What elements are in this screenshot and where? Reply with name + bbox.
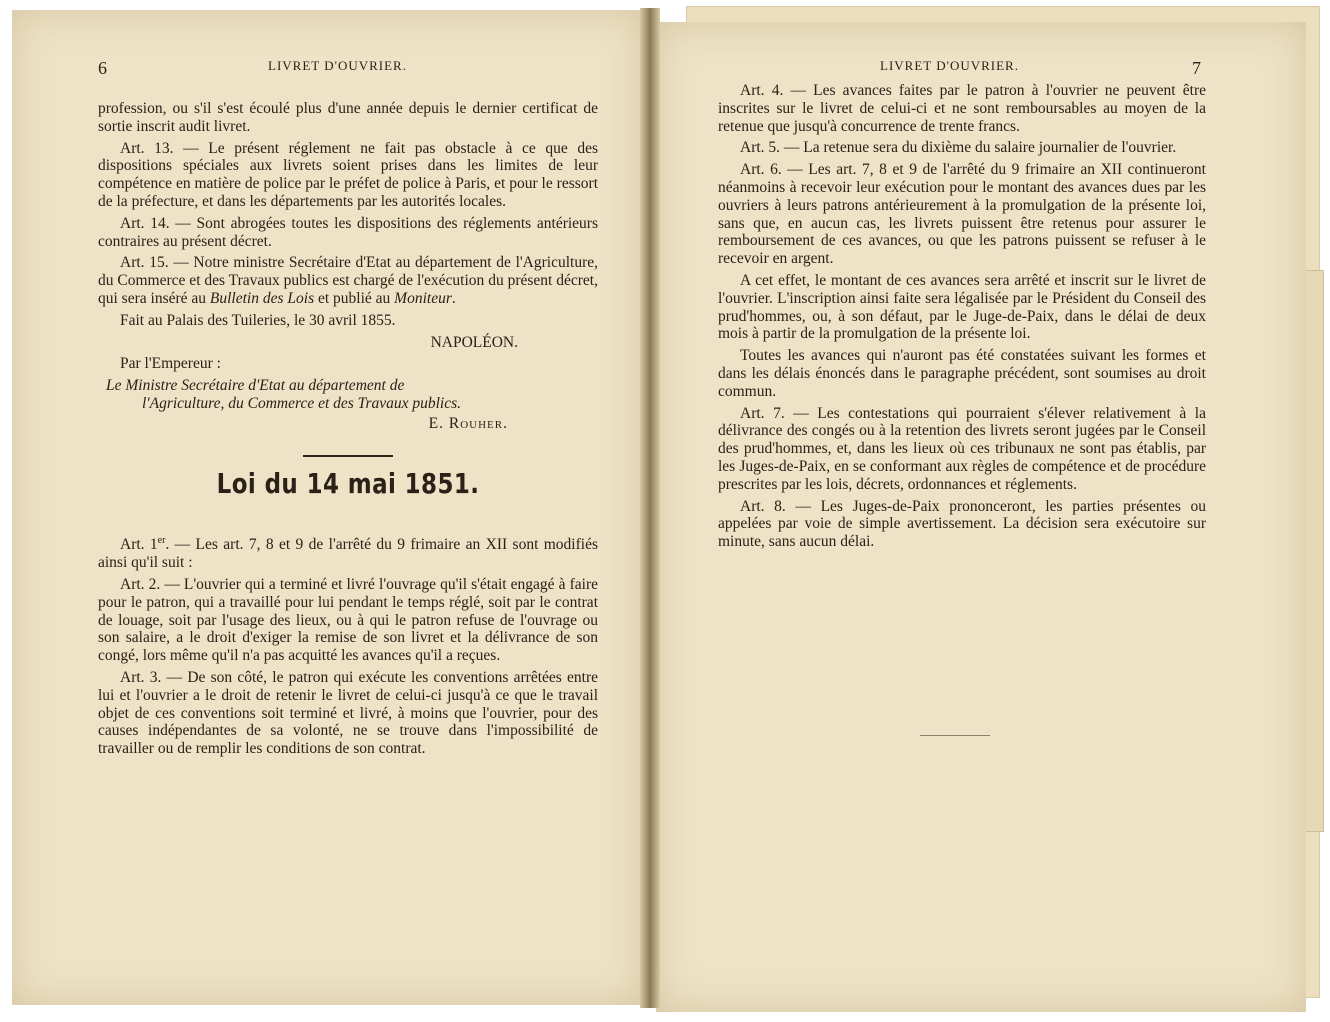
article-1-label: Art. 1 [120,536,158,554]
show-through-rule [920,735,990,736]
right-page-number: 7 [1192,58,1201,78]
minister-line-2: l'Agriculture, du Commerce et des Travaux publics. [142,394,462,412]
minister-title [98,377,598,413]
article-15-text: Art. 15. — Notre ministre Secrétaire d'Etat au département de l'Agriculture, du Commerce et des Travaux publics est chargé de l'exécution du présent décret, qui sera inséré au [98,254,598,307]
left-text-column [98,100,598,762]
signature-rouher: E. Rouher. [428,414,508,432]
article-6-paragraph-2: A cet effet, le montant de ces avances sera arrêté et inscrit sur le livret de l'ouvrier. L'inscription ainsi faite sera légalisée par le Président du Conseil des prud'hommes, ou, à son défaut, par le Juge-de-Paix, dans le délai de deux mois à partir de la promulgation de la présente loi. [718,271,1206,343]
article-15-text-2: et publié au [314,289,395,307]
article-6: Art. 6. — Les art. 7, 8 et 9 de l'arrêté du 9 frimaire an XII continueront néanmoins à recevoir leur exécution pour le montant des avances dues par les ouvriers à leurs patrons antérieurement à la promulgation de la présente loi, sans que, en aucun cas, les livrets puissent être retenus pour assurer le remboursement de ces avances, ou que les patrons puissent se refuser à le recevoir en argent. [718,161,1206,268]
article-1-text: . — Les art. 7, 8 et 9 de l'arrêté du 9 frimaire an XII sont modifiés ainsi qu'il suit : [98,536,598,572]
article-5: Art. 5. — La retenue sera du dixième du salaire journalier de l'ouvrier. [740,139,1177,157]
left-running-head: LIVRET D'OUVRIER. [268,58,407,73]
article-13: Art. 13. — Le présent réglement ne fait pas obstacle à ce que des dispositions spéciales aux livrets soient prises dans les limites de leur compétence en matière de police par le préfet de police à Paris, et pour le ressort de la préfecture, et dans les départements par les autorités locales. [98,139,598,210]
signature-napoleon: NAPOLÉON. [430,333,518,351]
article-2: Art. 2. — L'ouvrier qui a terminé et livré l'ouvrage qu'il s'était engagé à faire pour le patron, qui a travaillé pour lui pendant le temps réglé, soit par le contrat de louage, soit par l'usage des lieux, ou à qui le patron refuse de l'ouvrage ou son salaire, a le droit d'exiger la remise de son livret et la délivrance de son congé, lors même qu'il n'a pas acquitté les avances qu'il a reçues. [98,576,598,665]
moniteur: Moniteur [394,289,452,307]
article-6-paragraph-3: Toutes les avances qui n'auront pas été constatées suivant les formes et dans les délais énoncés dans le paragraphe précédent, sont soumises au droit commun. [718,347,1206,400]
paragraph-continuation: profession, ou s'il s'est écoulé plus d'une année depuis le dernier certificat de sortie inscrit audit livret. [98,100,598,135]
article-8: Art. 8. — Les Juges-de-Paix prononceront, les parties présentes ou appelées par voie de simple avertissement. La décision sera exécutoire sur minute, sans aucun délai. [718,497,1206,551]
article-1 [98,532,598,572]
law-title: Loi du 14 mai 1851. [216,466,480,500]
article-15-end: . [451,289,456,307]
article-15 [98,254,598,307]
article-1-sup: er [157,535,166,547]
minister-line-1: Le Ministre Secrétaire d'Etat au département de [106,377,405,395]
section-divider [303,455,393,457]
book-gutter [640,8,660,1008]
fait-au-palais: Fait au Palais des Tuileries, le 30 avril 1855. [120,311,396,329]
bulletin-des-lois: Bulletin des Lois [209,289,315,307]
article-3: Art. 3. — De son côté, le patron qui exécute les conventions arrêtées entre lui et l'ouvrier a le droit de retenir le livret de celui-ci jusqu'à ce que le travail objet de ces conventions soit terminé et livré, à moins que l'ouvrier, pour des causes indépendantes de sa volonté, ne se trouve dans l'impossibilité de travailler ou de remplir les conditions de son contrat. [98,669,598,758]
article-14: Art. 14. — Sont abrogées toutes les dispositions des réglements antérieurs contraires au présent décret. [98,214,598,250]
par-l-empereur: Par l'Empereur : [120,355,221,373]
left-page-number: 6 [98,58,107,78]
article-4: Art. 4. — Les avances faites par le patron à l'ouvrier ne peuvent être inscrites sur le livret de celui-ci et ne sont remboursables au moyen de la retenue que jusqu'à concurrence de trente francs. [718,82,1206,135]
right-running-head: LIVRET D'OUVRIER. [880,58,1019,73]
right-text-column [718,82,1206,555]
article-7: Art. 7. — Les contestations qui pourraient s'élever relativement à la délivrance des congés ou à la retention des livrets seront jugées par le Conseil des prud'hommes, et, dans les lieux où ces tribunaux ne sont pas établis, par les Juges-de-Paix, en se conformant aux règles de compétence et de procédure prescrites par les lois, décrets, ordonnances et réglements. [718,404,1206,493]
